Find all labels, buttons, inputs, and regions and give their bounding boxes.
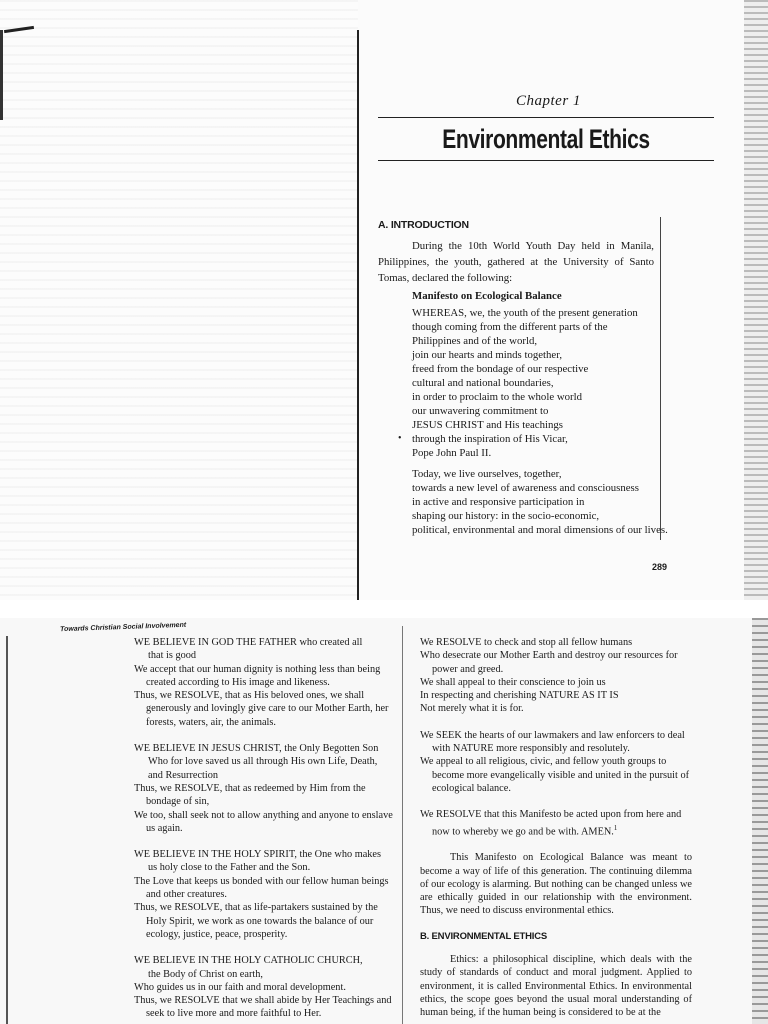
running-head: Towards Christian Social Involvement [59, 621, 187, 634]
stray-mark: • [398, 433, 402, 444]
creed-line: We too, shall seek not to allow anything and anyone to enslave us again. [134, 809, 393, 834]
page-edge [744, 0, 768, 600]
verse-line: freed from the bondage of our respective [412, 363, 589, 375]
scan-edge-mark [0, 30, 3, 120]
resolve-line: In respecting and cherishing NATURE AS IT IS [420, 690, 619, 702]
intro-paragraph: During the 10th World Youth Day held in Manila, Philippines, the youth, gathered at the University of Santo Tomas, declared the following: [378, 240, 654, 284]
resolve-line: Not merely what it is for. [420, 703, 524, 715]
resolve-line: Who desecrate our Mother Earth and destroy our resources for power and greed. [420, 650, 678, 675]
right-column [420, 636, 692, 1024]
verse-line: in order to proclaim to the whole world [412, 391, 583, 403]
resolve-line [420, 808, 692, 838]
chapter-label: Chapter 1 [516, 93, 581, 109]
verse-line: towards a new level of awareness and consciousness [412, 482, 639, 494]
creed-line: Thus, we RESOLVE, that as redeemed by Him from the bondage of sin, [134, 782, 366, 808]
verse-line: shaping our history: in the socio-economic, [412, 510, 600, 522]
creed-line: that is good [148, 650, 197, 662]
amen-text: We RESOLVE that this Manifesto be acted upon from here and now to whereby we go and be with. AMEN. [420, 809, 682, 837]
creed-line: us holy close to the Father and the Son. [148, 862, 311, 874]
creed-line: Thus, we RESOLVE that we shall abide by Her Teachings and seek to live more and more faithful to Her. [134, 995, 392, 1020]
book-spine [357, 30, 359, 600]
resolve-line: We shall appeal to their conscience to join us [420, 676, 606, 688]
manifesto-verse-1 [412, 306, 638, 460]
creed-line: Who guides us in our faith and moral development. [134, 981, 346, 993]
section-a-heading: A. INTRODUCTION [378, 219, 469, 231]
page-number: 289 [652, 562, 668, 572]
body-paragraph: Ethics: a philosophical discipline, which deals with the study of standards of conduct and moral judgment. Applied to environment, it is called Environmental Ethics. In environmental ethics, the scope goes beyond the usual moral understanding of human being, if the human being is considered to be at the [420, 954, 692, 1019]
column-divider [402, 626, 403, 1024]
resolve-stanza [420, 808, 692, 838]
bottom-page [0, 618, 768, 1024]
verse-line: cultural and national boundaries, [412, 377, 554, 389]
section-b-heading: B. ENVIRONMENTAL ETHICS [420, 930, 547, 942]
creed-stanza [134, 742, 394, 835]
body-paragraph: This Manifesto on Ecological Balance was meant to become a way of life of this generation. The continuing dilemma of our ecology is alarming. But nothing can be changed unless we are ethically guided in our relationship with the environment. Thus, we need to discuss environmental ethics. [420, 852, 692, 917]
left-column [134, 636, 394, 1024]
verse-line: Today, we live ourselves, together, [412, 468, 562, 480]
title-rule-bottom [378, 160, 714, 161]
creed-line: We accept that our human dignity is nothing less than being created according to His image and likeness. [134, 663, 381, 688]
page-edge-left [6, 636, 8, 1024]
verse-line: join our hearts and minds together, [412, 349, 563, 361]
resolve-stanza [420, 636, 692, 716]
title-rule-top [378, 117, 714, 118]
verse-line: though coming from the different parts of the [412, 321, 608, 333]
verse-line: Philippines and of the world, [412, 335, 538, 347]
manifesto-title: Manifesto on Ecological Balance [412, 290, 562, 302]
blank-left-page [0, 0, 358, 600]
creed-stanza [134, 848, 394, 941]
chapter-title: Environmental Ethics [442, 124, 650, 154]
creed-line: Thus, we RESOLVE, that as life-partakers sustained by the Holy Spirit, we work as one towards the balance of our ecology, justice, peace, prosperity. [134, 902, 378, 940]
creed-line: WE BELIEVE IN JESUS CHRIST, the Only Begotten Son [134, 743, 379, 755]
creed-line: The Love that keeps us bonded with our fellow human beings and other creatures. [134, 875, 389, 901]
verse-line: political, environmental and moral dimensions of our lives. [412, 524, 668, 536]
creed-line: WE BELIEVE IN THE HOLY CATHOLIC CHURCH, [134, 955, 363, 967]
resolve-line: We RESOLVE to check and stop all fellow humans [420, 637, 633, 648]
scan-gap [0, 600, 768, 618]
verse-line: in active and responsive participation in [412, 496, 585, 508]
verse-line: through the inspiration of His Vicar, [412, 433, 568, 445]
verse-line: our unwavering commitment to [412, 405, 549, 417]
page-edge [752, 618, 768, 1024]
creed-line: the Body of Christ on earth, [148, 968, 263, 980]
verse-line: JESUS CHRIST and His teachings [412, 419, 563, 431]
resolve-line: We SEEK the hearts of our lawmakers and law enforcers to deal with NATURE more responsibly and resolutely. [420, 729, 685, 755]
manifesto-verse-2 [412, 467, 668, 537]
creed-line: WE BELIEVE IN GOD THE FATHER who created all [134, 637, 363, 648]
creed-line: Thus, we RESOLVE, that as His beloved ones, we shall generously and lovingly give care to our Mother Earth, her forests, waters, air, the animals. [134, 690, 389, 728]
creed-stanza [134, 954, 394, 1020]
verse-line: Pope John Paul II. [412, 447, 492, 459]
creed-stanza [134, 636, 394, 729]
resolve-line: We appeal to all religious, civic, and fellow youth groups to become more evangelically visible and united in the pursuit of ecological balance. [420, 756, 690, 794]
verse-line: WHEREAS, we, the youth of the present generation [412, 307, 638, 319]
resolve-stanza [420, 729, 692, 795]
creed-line: Who for love saved us all through His own Life, Death, and Resurrection [148, 756, 378, 781]
footnote-marker: 1 [613, 823, 618, 832]
creed-line: WE BELIEVE IN THE HOLY SPIRIT, the One who makes [134, 849, 381, 861]
